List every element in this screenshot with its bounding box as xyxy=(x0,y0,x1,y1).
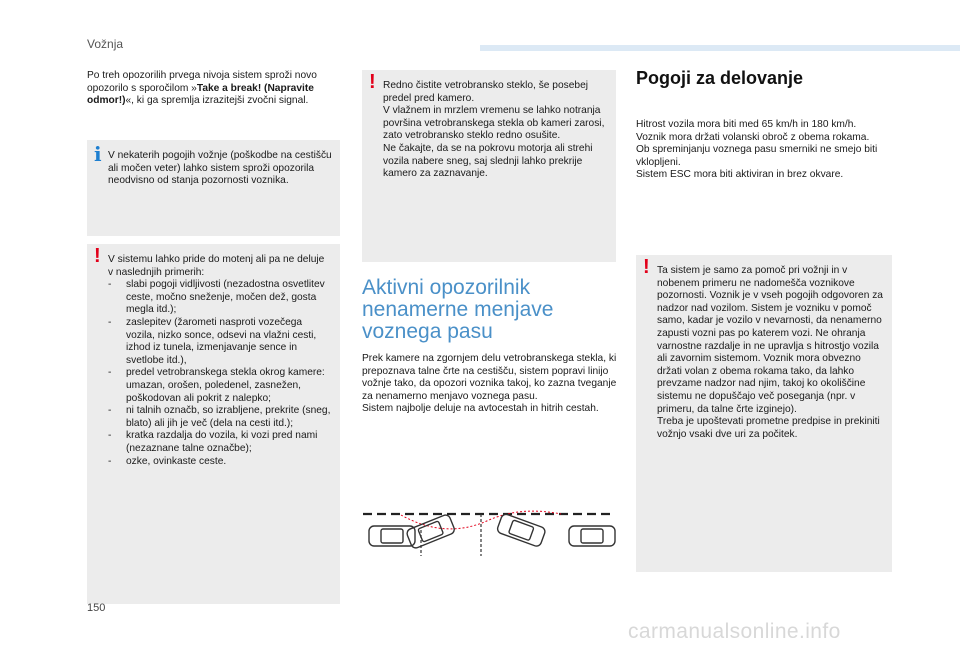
list-dash: - xyxy=(108,279,112,291)
conditions-list xyxy=(108,279,332,468)
list-item-text: ozke, ovinkaste ceste. xyxy=(126,455,227,467)
header-bar xyxy=(480,45,960,51)
cleaning-text-2: V vlažnem in mrzlem vremenu se lahko notranja površina vetrobranskega stekla ob kameri zarosi, zato vetrobransko steklo redno osušite. xyxy=(383,105,605,142)
warning-icon: ! xyxy=(369,71,376,93)
warning-box-conditions xyxy=(87,244,340,604)
title-line: voznega pasu xyxy=(362,320,493,343)
operating-conditions-body xyxy=(636,119,896,182)
body-paragraph: Prek kamere na zgornjem delu vetrobranskega stekla, ki prepoznava talne črte na cestišču, sistem popravi linijo vožnje tako, da opozori voznika takoj, ko zazna tveganje za nenamerno menjavo voznega pasu. xyxy=(362,353,617,402)
list-item xyxy=(108,430,332,455)
list-item xyxy=(108,367,332,405)
section-title-lane-assist xyxy=(362,277,553,343)
title-line: nenamerne menjave xyxy=(362,298,554,321)
list-item-text: zaslepitev (žarometi nasproti vozečega vozila, nizko sonce, odsevi na vlažni cesti, izhod iz tunela, izmenjavanje sence in svetlobe itd.), xyxy=(126,316,317,366)
list-dash: - xyxy=(108,316,112,328)
list-item-text: ni talnih označb, so izrabljene, prekrite (sneg, blato) ali jih je več (dela na cesti itd.); xyxy=(126,405,331,429)
list-item xyxy=(108,317,332,367)
warning-box-assist-only xyxy=(636,255,892,572)
info-icon: i xyxy=(94,142,102,166)
cleaning-text-3: Ne čakajte, da se na pokrovu motorja ali strehi vozila nabere sneg, saj slednji lahko prekrije kamero za zaznavanje. xyxy=(383,142,593,180)
warning-icon: ! xyxy=(94,245,101,267)
car-icon xyxy=(569,526,615,546)
section-title-conditions: Pogoji za delovanje xyxy=(636,68,804,88)
list-dash: - xyxy=(108,367,112,379)
warning-intro: V sistemu lahko pride do motenj ali pa ne deluje v naslednjih primerih: xyxy=(108,254,325,278)
intro-text-1: Po treh opozorilih prvega nivoja sistem sproži novo opozorilo s sporočilom » xyxy=(87,70,317,94)
section-header: Vožnja xyxy=(87,37,124,51)
body-paragraph: Sistem ESC mora biti aktiviran in brez okvare. xyxy=(636,169,844,181)
list-item xyxy=(108,456,332,469)
warning-box-cleaning xyxy=(362,70,616,262)
warning-icon: ! xyxy=(643,256,650,278)
list-dash: - xyxy=(108,430,112,442)
list-item-text: kratka razdalja do vozila, ki vozi pred nami (nezaznane talne označbe); xyxy=(126,430,318,454)
list-dash: - xyxy=(108,405,112,417)
list-item-text: predel vetrobranskega stekla okrog kamere: umazan, orošen, poledenel, zasnežen, poškodovan ali pokrit z nalepko; xyxy=(126,367,325,404)
info-box xyxy=(87,140,340,236)
body-paragraph: Hitrost vozila mora biti med 65 km/h in 180 km/h. xyxy=(636,119,857,130)
col1-intro xyxy=(87,70,342,108)
list-item-text: slabi pogoji vidljivosti (nezadostna osvetlitev ceste, močno sneženje, močen dež, gosta megla itd.); xyxy=(126,279,325,316)
list-item xyxy=(108,405,332,430)
body-paragraph: Ob spreminjanju voznega pasu smerniki ne smejo biti vklopljeni. xyxy=(636,144,878,168)
cleaning-text-1: Redno čistite vetrobransko steklo, še posebej predel pred kamero. xyxy=(383,80,588,104)
assist-text-1: Ta sistem je samo za pomoč pri vožnji in v nobenem primeru ne nadomešča voznikove pozornosti. Voznik je v vseh pogojih odgovoren za nadzor nad vozilom. Sistem je vozniku v pomoč samo, kadar je vozilo v nevarnosti, da nenamerno zapusti vozni pas po katerem vozi. Ne ohranja varnostne razdalje in ne upravlja s hitrostjo vozila ali zavornim sistemom. Voznik mora obvezno držati volan z obema rokama tako, da lahko prevzame nadzor nad njim, takoj ko okoliščine sistemu ne dopuščajo več poseganja (npr. v primeru, da talne črte izginejo). xyxy=(657,265,883,415)
list-item xyxy=(108,279,332,317)
info-box-text: V nekaterih pogojih vožnje (poškodbe na cestišču ali močen veter) lahko sistem sproži opozorila neodvisno od stanja pozornosti voznika. xyxy=(108,150,332,187)
body-paragraph: Voznik mora držati volanski obroč z obema rokama. xyxy=(636,131,870,143)
page-number: 150 xyxy=(87,602,106,614)
car-icon xyxy=(496,513,546,548)
assist-text-2: Treba je upoštevati prometne predpise in prekiniti vožnjo vsaki dve uri za počitek. xyxy=(657,416,880,440)
title-line: Aktivni opozorilnik xyxy=(362,276,531,299)
intro-bold: Take a break! (Napravite odmor!) xyxy=(87,82,314,107)
intro-text-2: «, ki ga spremlja izrazitejši zvočni signal. xyxy=(125,95,309,107)
body-paragraph: Sistem najbolje deluje na avtocestah in hitrih cestah. xyxy=(362,403,599,415)
list-dash: - xyxy=(108,455,112,467)
lane-assist-body xyxy=(362,353,620,416)
lane-correction-illustration xyxy=(361,500,617,570)
watermark: carmanualsonline.info xyxy=(628,620,841,643)
